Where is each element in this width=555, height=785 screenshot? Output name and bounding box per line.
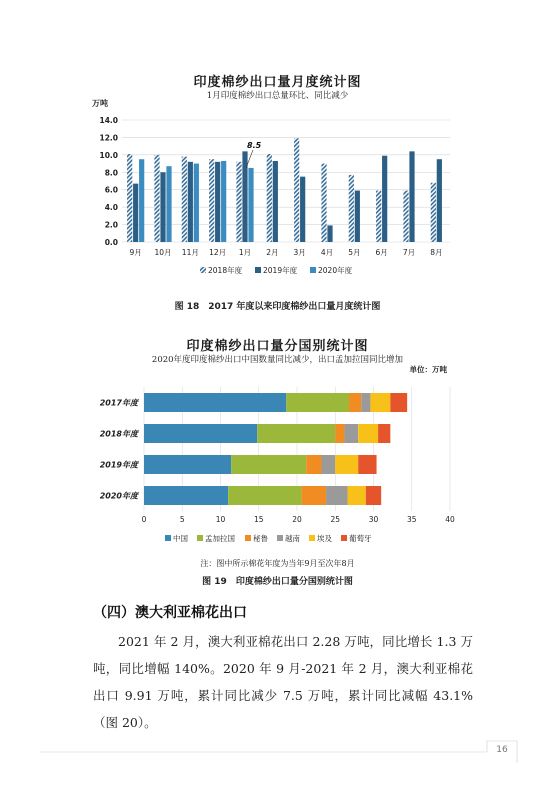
chart1-title: 印度棉纱出口量月度统计图 [193, 75, 362, 90]
bar-segment [344, 424, 358, 443]
monthly-bar-chart [0, 96, 555, 296]
bar [182, 157, 187, 242]
bar [327, 225, 332, 242]
bar-segment [321, 455, 335, 474]
bar-segment [326, 486, 347, 505]
bar [300, 177, 305, 242]
legend-swatch [245, 535, 251, 541]
bar-segment [257, 424, 335, 443]
bar-segment [286, 393, 349, 412]
y-tick-label: 6.0 [104, 185, 118, 195]
chart2-title: 印度棉纱出口量分国别统计图 [186, 339, 369, 354]
chart1-unit-label: 万吨 [92, 99, 108, 108]
chart1-subtitle: 1月印度棉纱出口总量环比、同比减少 [206, 91, 349, 101]
x-tick-label: 10月 [154, 248, 172, 257]
bar [355, 191, 360, 242]
y-tick-label: 12.0 [99, 133, 118, 143]
legend-label: 2020年度 [318, 266, 353, 275]
legend-label: 秘鲁 [253, 534, 268, 543]
x-tick-label: 6月 [375, 248, 388, 257]
bar-segment [378, 424, 390, 443]
bar-segment [231, 455, 306, 474]
bar [215, 162, 220, 242]
y-tick-label: 4.0 [104, 203, 118, 213]
bar-segment [370, 393, 390, 412]
legend-label: 中国 [173, 534, 188, 543]
bar-segment [144, 393, 286, 412]
bar [376, 191, 381, 242]
page-number: 16 [496, 745, 508, 755]
bar [236, 162, 241, 242]
legend-swatch [310, 267, 316, 273]
bar-segment [347, 486, 365, 505]
x-tick-label: 9月 [129, 248, 142, 257]
legend-swatch [200, 267, 206, 273]
bar [403, 191, 408, 242]
legend-label: 越南 [285, 534, 300, 543]
x-tick-label: 25 [330, 515, 341, 524]
x-tick-label: 5 [179, 515, 185, 524]
chart2-note: 注：图中所示棉花年度为当年9月至次年8月 [200, 559, 355, 568]
paragraph: 2021 年 2 月，澳大利亚棉花出口 2.28 万吨，同比增长 1.3 万吨，同比增幅 140%。2020 年 9 月-2021 年 2 月，澳大利亚棉花出口 9.91 万吨，累计同比减少 7.5 万吨，累计同比减幅 43.1%（图 20）。 [93, 634, 473, 730]
bar-segment [306, 455, 321, 474]
bar-segment [228, 486, 301, 505]
y-tick-label: 2.0 [104, 220, 118, 230]
y-tick-label: 2019年度 [99, 460, 138, 470]
x-tick-label: 0 [141, 515, 147, 524]
legend-swatch [277, 535, 283, 541]
bar [431, 183, 436, 242]
bar [409, 151, 414, 242]
x-tick-label: 11月 [181, 248, 199, 257]
bar [139, 159, 144, 242]
bar-segment [335, 424, 344, 443]
bar [160, 172, 165, 242]
bar [321, 164, 326, 242]
bar [154, 155, 159, 242]
bar [188, 162, 193, 242]
bar [209, 159, 214, 242]
bar [267, 154, 272, 242]
y-tick-label: 0.0 [104, 238, 118, 247]
bar-segment [358, 455, 376, 474]
section-heading: （四）澳大利亚棉花出口 [93, 605, 247, 621]
bar-segment [144, 424, 257, 443]
bar-segment [302, 486, 326, 505]
section-body [93, 628, 473, 736]
bar-segment [349, 393, 361, 412]
x-tick-label: 8月 [430, 248, 443, 257]
bar [273, 161, 278, 242]
bar [127, 154, 132, 242]
y-tick-label: 2020年度 [99, 491, 138, 501]
legend-label: 2019年度 [263, 266, 298, 275]
chart1-caption: 图 18 2017 年度以来印度棉纱出口量月度统计图 [174, 302, 381, 312]
x-tick-label: 10 [215, 515, 226, 524]
legend-label: 葡萄牙 [349, 534, 372, 543]
y-tick-label: 10.0 [99, 150, 118, 160]
footer-rule [0, 738, 555, 768]
bar [349, 175, 354, 242]
bar [437, 159, 442, 242]
legend-swatch [309, 535, 315, 541]
legend-swatch [165, 535, 171, 541]
bar-segment [335, 455, 358, 474]
x-tick-label: 40 [445, 515, 455, 524]
bar [382, 156, 387, 242]
x-tick-label: 4月 [320, 248, 334, 257]
bar-segment [358, 424, 378, 443]
x-tick-label: 35 [406, 515, 417, 524]
y-tick-label: 2018年度 [99, 429, 138, 439]
bar [294, 138, 299, 242]
x-tick-label: 7月 [402, 248, 416, 257]
y-tick-label: 14.0 [99, 116, 118, 125]
y-tick-label: 2017年度 [99, 398, 138, 408]
legend-swatch [341, 535, 347, 541]
country-stacked-bar-chart [0, 363, 555, 568]
legend-label: 孟加拉国 [205, 534, 235, 543]
bar-segment [144, 455, 231, 474]
legend-label: 2018年度 [208, 266, 243, 275]
bar [133, 184, 138, 242]
x-tick-label: 30 [368, 515, 379, 524]
bar [248, 168, 253, 242]
legend-swatch [197, 535, 203, 541]
bar-segment [390, 393, 407, 412]
chart2-caption: 图 19 印度棉纱出口量分国别统计图 [202, 577, 353, 587]
bar [194, 164, 199, 242]
bar-segment [366, 486, 381, 505]
x-tick-label: 20 [292, 515, 302, 524]
bar [242, 151, 247, 242]
legend-swatch [255, 267, 261, 273]
y-tick-label: 8.0 [104, 168, 118, 178]
x-tick-label: 5月 [348, 248, 361, 257]
bar-segment [144, 486, 228, 505]
chart2-subtitle: 2020年度印度棉纱出口中国数量同比减少，出口孟加拉国同比增加 [151, 355, 404, 365]
legend-label: 埃及 [317, 534, 332, 543]
x-tick-label: 1月 [238, 248, 252, 257]
x-tick-label: 12月 [209, 248, 227, 257]
x-tick-label: 3月 [293, 248, 306, 257]
x-tick-label: 2月 [266, 248, 279, 257]
chart2-unit-label: 单位：万吨 [409, 365, 447, 374]
x-tick-label: 15 [253, 515, 264, 524]
bar [166, 166, 171, 242]
chart1-annotation: 8.5 [247, 141, 262, 150]
bar-segment [361, 393, 370, 412]
bar [221, 161, 226, 242]
